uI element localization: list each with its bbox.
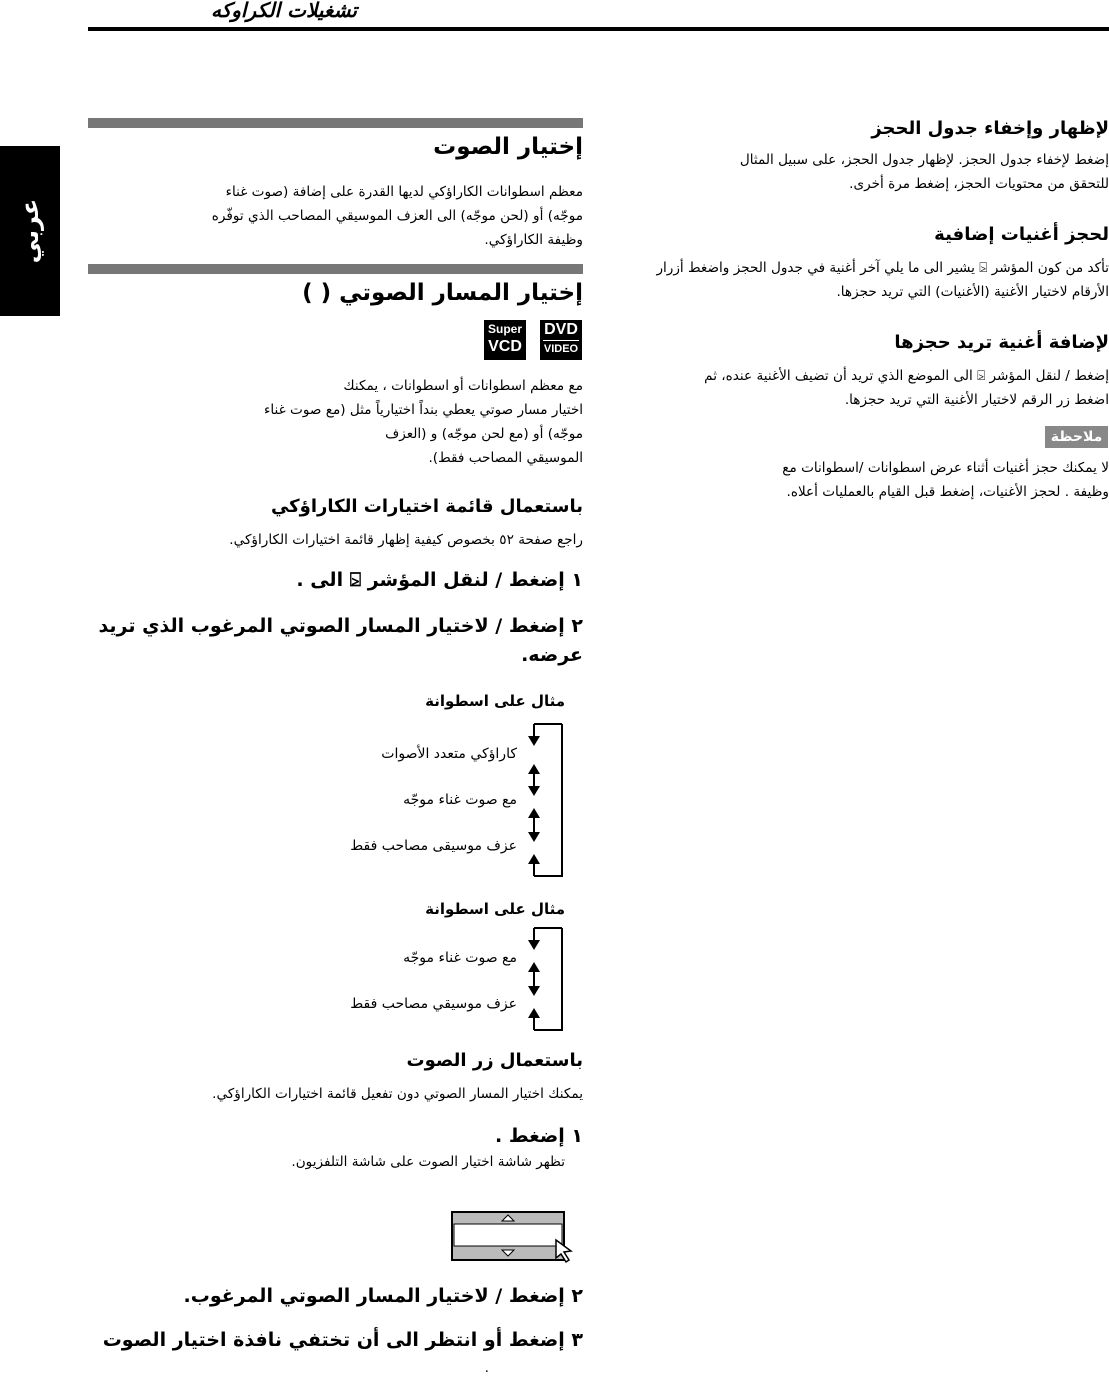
text-line: اختيار مسار صوتي يعطي بنداً اختيارياً مثل (مع صوت غناء — [263, 402, 583, 418]
diagram-1-item: مع صوت غناء موجّه — [403, 792, 517, 808]
diagram-2-item: عزف موسيقي مصاحب فقط — [350, 996, 517, 1012]
text-line: اضغط زر الرقم لاختيار الأغنية التي تريد حجزها. — [844, 392, 1109, 408]
super-vcd-logo — [484, 320, 526, 360]
dvd-video-logo — [540, 320, 582, 360]
right-body-reserve-table — [625, 148, 1109, 196]
text-line: تأكد من كون المؤشر ⍄ يشير الى ما يلي آخر أغنية في جدول الحجز واضغط أزرار — [656, 260, 1109, 276]
diagram-2-title: مثال على اسطوانة — [425, 900, 565, 918]
subsection-body-karaoke-menu: راجع صفحة ٥٢ بخصوص كيفية إظهار قائمة اختيارات الكاراؤكي. — [229, 532, 583, 548]
page-header-title: تشغيلات الكراوكه — [210, 0, 357, 22]
audio-step-1-description: تظهر شاشة اختيار الصوت على شاشة التلفزيون. — [291, 1154, 565, 1170]
note-badge: ملاحظة — [1045, 426, 1108, 448]
diagram-1-cycle-arrows — [520, 718, 568, 882]
step-1-move-cursor: ١ إضغط / لنقل المؤشر ⍄ الى . — [296, 569, 583, 591]
logo-text: DVD — [544, 321, 578, 338]
section-bar-audio — [88, 118, 583, 128]
audio-selection-screen — [450, 1210, 576, 1264]
step-2-select-track: ٢ إضغط / لاختيار المسار الصوتي المرغوب الذي تريد — [98, 615, 583, 637]
diagram-2-item: مع صوت غناء موجّه — [403, 950, 517, 966]
text-line: الأرقام لاختيار الأغنية (الأغنيات) التي تريد حجزها. — [836, 284, 1109, 300]
subsection-body-audio-button: يمكنك اختيار المسار الصوتي دون تفعيل قائمة اختيارات الكاراؤكي. — [212, 1086, 583, 1102]
logo-text: Super — [487, 322, 522, 336]
text-line: وظيفة الكاراؤكي. — [484, 232, 583, 248]
subsection-title-karaoke-menu: باستعمال قائمة اختيارات الكاراؤكي — [270, 496, 583, 517]
section-body-audio-track — [88, 374, 583, 470]
diagram-1-title: مثال على اسطوانة — [425, 692, 565, 710]
right-body-insert-song — [625, 364, 1109, 412]
section-bar-audio-track — [88, 264, 583, 274]
text-line: الموسيقي المصاحب فقط). — [428, 450, 583, 466]
diagram-1-item: كاراؤكي متعدد الأصوات — [381, 746, 517, 762]
diagram-1-item: عزف موسيقى مصاحب فقط — [350, 838, 517, 854]
audio-step-3-continued: . — [484, 1360, 489, 1376]
audio-step-3: ٣ إضغط أو انتظر الى أن تختفي نافذة اختيار الصوت — [102, 1329, 583, 1351]
text-line: موجّه) أو (لحن موجّه) الى العزف الموسيقي المصاحب الذي توفّره — [211, 208, 583, 224]
audio-step-1: ١ إضغط . — [495, 1125, 583, 1147]
subsection-title-audio-button: باستعمال زر الصوت — [406, 1050, 583, 1071]
audio-step-2: ٢ إضغط / لاختيار المسار الصوتي المرغوب. — [183, 1285, 583, 1307]
text-line: معظم اسطوانات الكاراؤكي لديها القدرة على إضافة (صوت غناء — [225, 184, 583, 200]
note-body — [625, 456, 1109, 504]
text-line: مع معظم اسطوانات أو اسطوانات ، يمكنك — [343, 378, 583, 394]
diagram-2-cycle-arrows — [520, 922, 568, 1036]
language-tab-label: عربي — [16, 198, 44, 264]
text-line: موجّه) أو (مع لحن موجّه) و (العزف — [385, 426, 583, 442]
right-title-extra-songs: لحجز أغنيات إضافية — [934, 224, 1109, 245]
text-line: وظيفة . لحجز الأغنيات، إضغط قبل القيام بالعمليات أعلاه. — [786, 484, 1109, 500]
logo-text: VCD — [488, 338, 522, 355]
right-title-insert-song: لإضافة أغنية تريد حجزها — [894, 332, 1109, 353]
header-rule — [88, 27, 1109, 31]
right-title-reserve-table: لإظهار وإخفاء جدول الحجز — [871, 118, 1109, 139]
section-body-audio-select — [88, 180, 583, 252]
right-body-extra-songs — [625, 256, 1109, 304]
text-line: إضغط / لنقل المؤشر ⍄ الى الموضع الذي تريد أن تضيف الأغنية عنده، ثم — [704, 368, 1109, 384]
language-side-tab — [0, 146, 60, 316]
section-title-audio-track: إختيار المسار الصوتي ( ) — [302, 280, 583, 306]
text-line: لا يمكنك حجز أغنيات أثناء عرض اسطوانات /اسطوانات مع — [782, 460, 1109, 476]
text-line: إضغط لإخفاء جدول الحجز. لإظهار جدول الحجز، على سبيل المثال — [739, 152, 1109, 168]
section-title-audio-select: إختيار الصوت — [433, 134, 583, 160]
logo-text: VIDEO — [543, 340, 579, 357]
text-line: للتحقق من محتويات الحجز، إضغط مرة أخرى. — [849, 176, 1109, 192]
step-2-continued: عرضه. — [521, 644, 583, 666]
